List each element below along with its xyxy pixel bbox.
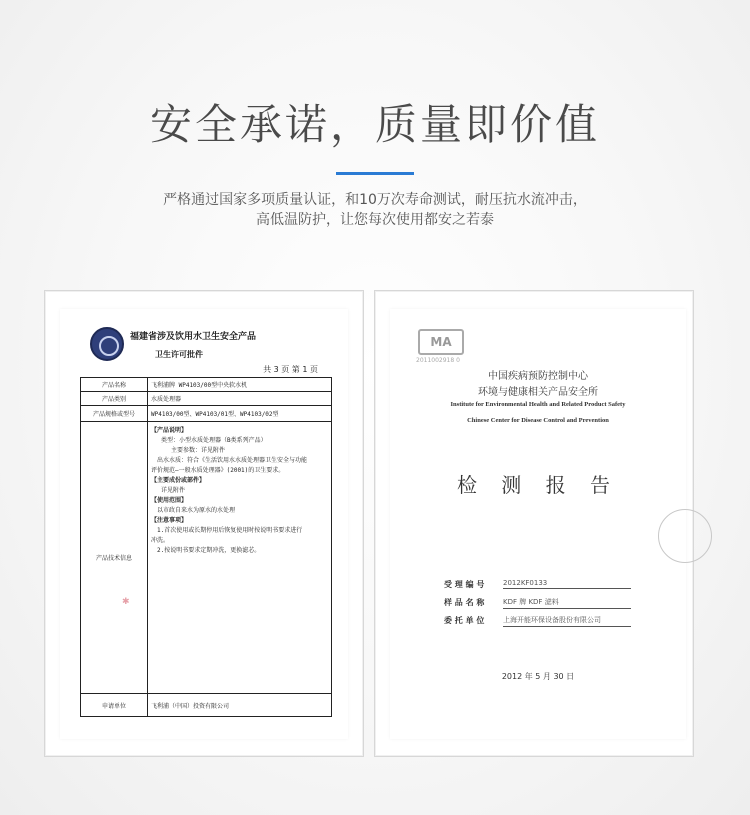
- row-label: 产品技术信息: [81, 422, 148, 693]
- row-value: WP4103/00型、WP4103/01型、WP4103/02型: [151, 411, 279, 418]
- section-heading: 【产品说明】: [151, 427, 188, 434]
- info-line: 类型：小型水质处理器（B类系列产品）: [161, 437, 267, 444]
- red-seal-mark: ✱: [122, 597, 130, 607]
- tech-info: [151, 426, 327, 556]
- emblem-icon: [90, 327, 124, 361]
- info-line: 以市政自来水为原水的水处理: [157, 507, 236, 514]
- org-name-en-2: Chinese Center for Disease Control and Prevention: [467, 417, 609, 424]
- subtitle-line-2: 高低温防护，让您每次使用都安之若泰: [256, 212, 494, 228]
- table-row: [81, 694, 331, 716]
- table-row: [81, 392, 331, 406]
- field-label: 样 品 名 称: [444, 598, 485, 607]
- report-document: [390, 309, 686, 739]
- row-value: 飞利浦牌 WP4103/00型中央软水机: [151, 382, 248, 389]
- info-line: 评价规范—一般水质处理器》(2001)的卫生要求。: [151, 467, 285, 474]
- field-value: KDF 牌 KDF 滤料: [503, 597, 631, 609]
- table-row: [81, 378, 331, 392]
- field-label: 委 托 单 位: [444, 616, 485, 625]
- field-label: 受 理 编 号: [444, 580, 485, 589]
- field-value: 2012KF0133: [503, 579, 631, 589]
- row-label: 申请单位: [81, 694, 148, 716]
- page-subtitle: [0, 190, 750, 230]
- seal-stamp-icon: [658, 509, 712, 563]
- permit-subtitle: 卫生许可批件: [155, 350, 203, 359]
- info-line: 主要参数：详见附件: [171, 447, 226, 454]
- report-date: 2012 年 5 月 30 日: [501, 672, 575, 681]
- report-title: 检 测 报 告: [456, 473, 620, 497]
- org-name-en-1: Institute for Environmental Health and Related Product Safety: [450, 401, 626, 408]
- permit-table: [80, 377, 332, 717]
- cma-number: 2011002918 0: [416, 357, 460, 364]
- row-value: 水质处理器: [151, 396, 182, 403]
- page-title: 安全承诺，质量即价值: [149, 100, 600, 149]
- org-name-cn-1: 中国疾病预防控制中心: [488, 371, 588, 382]
- field-value: 上海开能环保设备股份有限公司: [503, 615, 631, 627]
- permit-certificate-card: [44, 290, 364, 757]
- info-line: 冲洗。: [151, 537, 170, 544]
- row-value: 飞利浦（中国）投资有限公司: [151, 702, 230, 710]
- permit-page-number: 共 3 页 第 1 页: [263, 365, 318, 374]
- table-row: [81, 422, 331, 694]
- section-heading: 【主要成份或部件】: [151, 477, 206, 484]
- test-report-card: [374, 290, 694, 757]
- info-line: 1.首次使用或长期停用后恢复使用时按说明书要求进行: [157, 527, 303, 534]
- subtitle-line-1: 严格通过国家多项质量认证，和10万次寿命测试，耐压抗水流冲击，: [163, 192, 587, 208]
- row-label: 产品类别: [81, 392, 148, 405]
- permit-document: [60, 309, 348, 739]
- title-accent-line: [336, 172, 414, 175]
- cma-logo-icon: MA: [418, 329, 464, 355]
- table-row: [81, 406, 331, 422]
- permit-title: 福建省涉及饮用水卫生安全产品: [130, 332, 257, 342]
- info-line: 详见附件: [161, 487, 186, 494]
- row-label: 产品名称: [81, 378, 148, 391]
- org-name-cn-2: 环境与健康相关产品安全所: [478, 387, 598, 398]
- section-heading: 【使用范围】: [151, 497, 188, 504]
- row-label: 产品规格或型号: [81, 406, 148, 421]
- section-heading: 【注意事项】: [151, 517, 188, 524]
- info-line: 出水水质：符合《生活饮用水水质处理器卫生安全与功能: [157, 457, 308, 464]
- info-line: 2.按说明书要求定期冲洗，更换滤芯。: [157, 547, 261, 554]
